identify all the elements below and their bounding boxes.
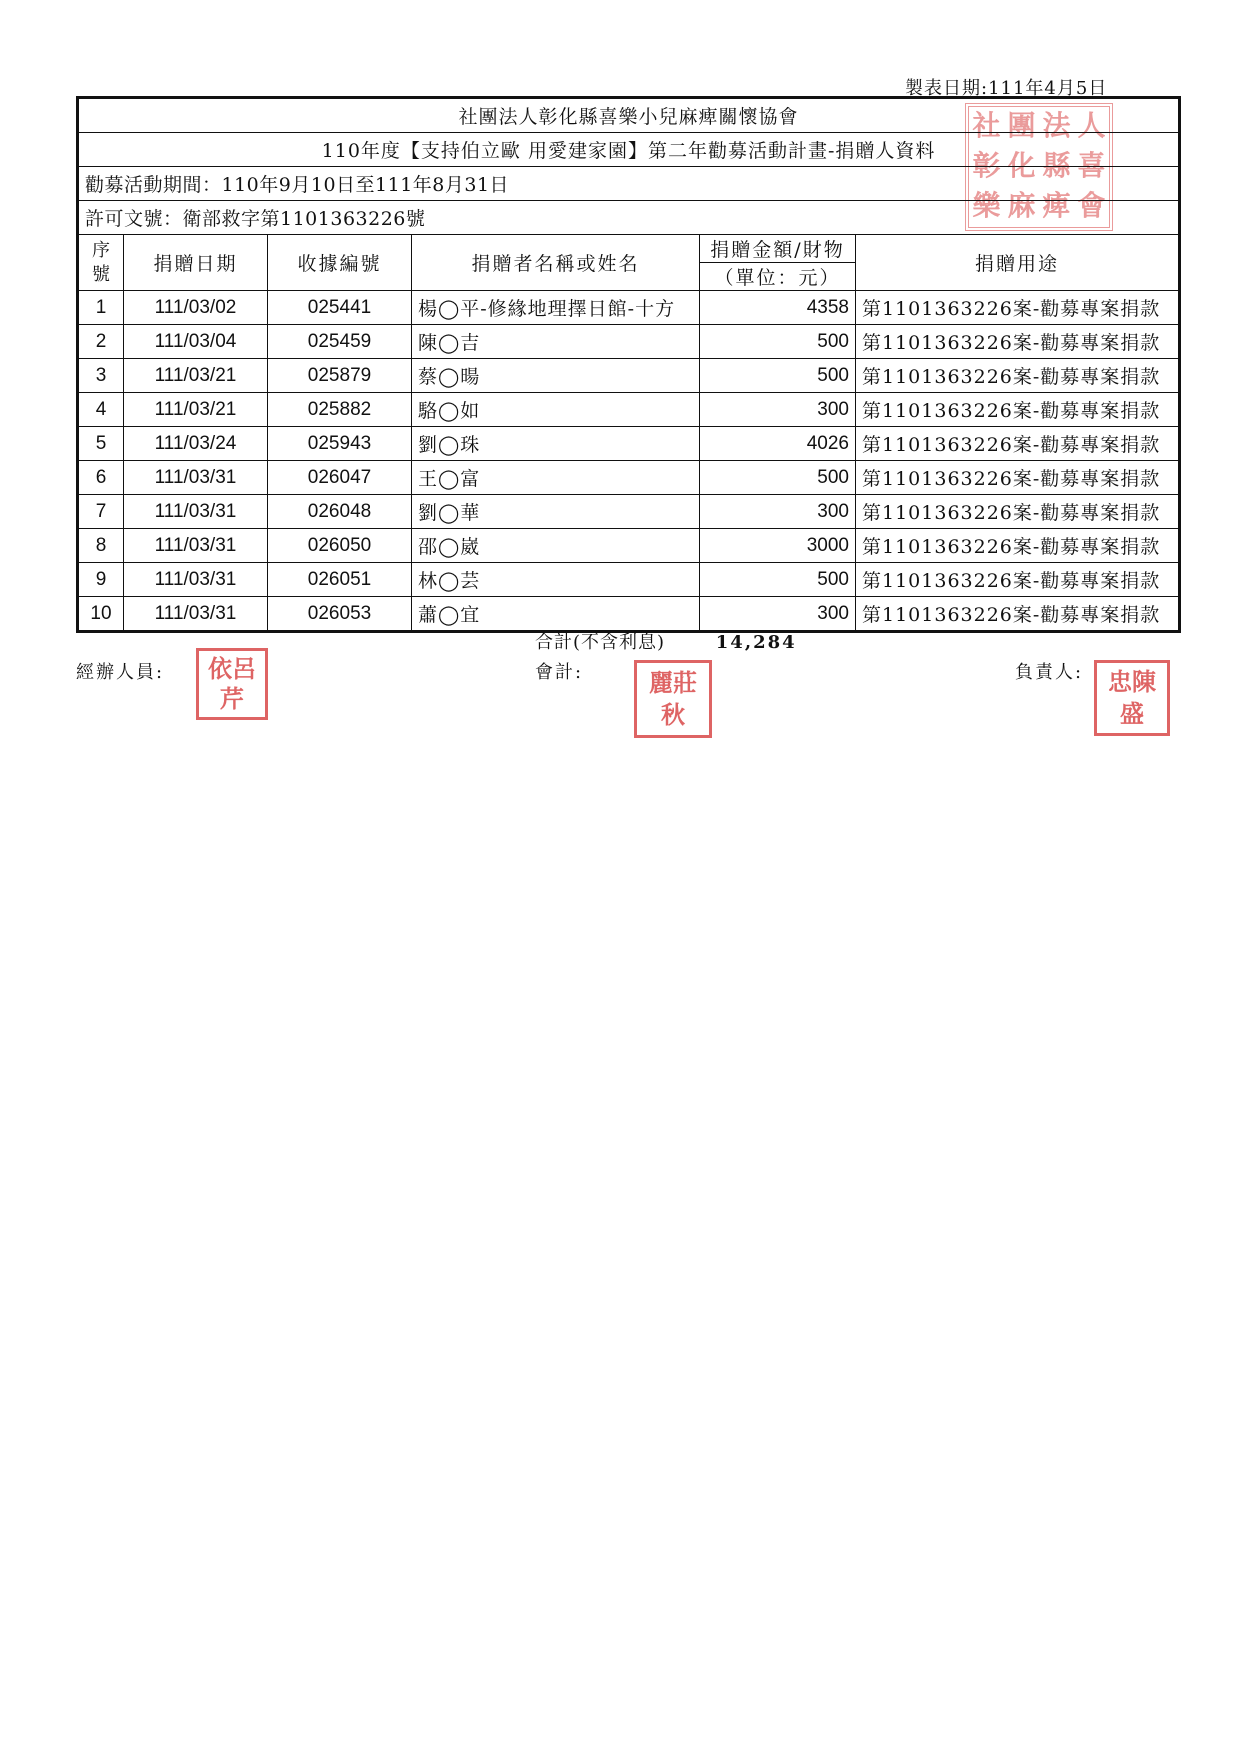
plan-title: 110年度【支持伯立歐 用愛建家園】第二年勸募活動計畫-捐贈人資料 xyxy=(78,133,1180,167)
cell-amount: 3000 xyxy=(700,529,856,563)
cell-receipt: 025943 xyxy=(268,427,412,461)
cell-seq: 5 xyxy=(78,427,124,461)
cell-purpose: 第1101363226案-勸募專案捐款 xyxy=(856,359,1180,393)
cell-receipt: 025879 xyxy=(268,359,412,393)
cell-seq: 9 xyxy=(78,563,124,597)
table-row xyxy=(78,291,1180,325)
cell-receipt: 025459 xyxy=(268,325,412,359)
col-header-amount-unit: （單位：元） xyxy=(700,263,856,291)
cell-purpose: 第1101363226案-勸募專案捐款 xyxy=(856,597,1180,632)
cell-purpose: 第1101363226案-勸募專案捐款 xyxy=(856,563,1180,597)
table-row xyxy=(78,427,1180,461)
responsible-stamp: 忠陳 盛 xyxy=(1094,660,1170,736)
cell-date: 111/03/02 xyxy=(124,291,268,325)
cell-date: 111/03/21 xyxy=(124,359,268,393)
cell-seq: 1 xyxy=(78,291,124,325)
cell-date: 111/03/04 xyxy=(124,325,268,359)
cell-donor-name: 蕭◯宜 xyxy=(412,597,700,632)
made-date: 製表日期:111年4月5日 xyxy=(905,78,1108,99)
cell-amount: 500 xyxy=(700,563,856,597)
donor-table xyxy=(76,96,1181,633)
cell-receipt: 025441 xyxy=(268,291,412,325)
cell-purpose: 第1101363226案-勸募專案捐款 xyxy=(856,291,1180,325)
cell-date: 111/03/31 xyxy=(124,597,268,632)
cell-amount: 4358 xyxy=(700,291,856,325)
cell-seq: 2 xyxy=(78,325,124,359)
total-label: 合計(不含利息) xyxy=(535,632,666,653)
cell-date: 111/03/24 xyxy=(124,427,268,461)
cell-amount: 500 xyxy=(700,325,856,359)
col-header-seq xyxy=(78,235,124,291)
cell-amount: 500 xyxy=(700,359,856,393)
cell-donor-name: 陳◯吉 xyxy=(412,325,700,359)
total-line xyxy=(535,628,797,654)
cell-seq: 6 xyxy=(78,461,124,495)
cell-date: 111/03/21 xyxy=(124,393,268,427)
cell-purpose: 第1101363226案-勸募專案捐款 xyxy=(856,529,1180,563)
table-row xyxy=(78,563,1180,597)
cell-amount: 500 xyxy=(700,461,856,495)
cell-purpose: 第1101363226案-勸募專案捐款 xyxy=(856,495,1180,529)
permit-number: 許可文號：衛部救字第1101363226號 xyxy=(78,201,1180,235)
table-row xyxy=(78,359,1180,393)
cell-seq: 4 xyxy=(78,393,124,427)
cell-seq: 8 xyxy=(78,529,124,563)
cell-purpose: 第1101363226案-勸募專案捐款 xyxy=(856,325,1180,359)
col-header-name: 捐贈者名稱或姓名 xyxy=(412,235,700,291)
cell-donor-name: 劉◯珠 xyxy=(412,427,700,461)
fundraising-period: 勸募活動期間：110年9月10日至111年8月31日 xyxy=(78,167,1180,201)
col-header-purpose: 捐贈用途 xyxy=(856,235,1180,291)
table-row xyxy=(78,461,1180,495)
cell-purpose: 第1101363226案-勸募專案捐款 xyxy=(856,427,1180,461)
cell-seq: 10 xyxy=(78,597,124,632)
accountant-label: 會計: xyxy=(535,662,584,683)
cell-receipt: 026051 xyxy=(268,563,412,597)
col-header-receipt: 收據編號 xyxy=(268,235,412,291)
cell-receipt: 025882 xyxy=(268,393,412,427)
cell-seq: 7 xyxy=(78,495,124,529)
table-row xyxy=(78,597,1180,632)
col-header-amount: 捐贈金額/財物 xyxy=(700,235,856,263)
table-row xyxy=(78,325,1180,359)
cell-donor-name: 劉◯華 xyxy=(412,495,700,529)
cell-receipt: 026048 xyxy=(268,495,412,529)
organization-seal: 社 團 法 人 彰 化 縣 喜 樂 麻 痺 會 xyxy=(965,103,1113,231)
cell-date: 111/03/31 xyxy=(124,461,268,495)
cell-purpose: 第1101363226案-勸募專案捐款 xyxy=(856,461,1180,495)
cell-date: 111/03/31 xyxy=(124,529,268,563)
cell-receipt: 026047 xyxy=(268,461,412,495)
cell-donor-name: 邵◯崴 xyxy=(412,529,700,563)
cell-donor-name: 王◯富 xyxy=(412,461,700,495)
cell-amount: 300 xyxy=(700,393,856,427)
cell-date: 111/03/31 xyxy=(124,563,268,597)
col-header-date: 捐贈日期 xyxy=(124,235,268,291)
org-name: 社團法人彰化縣喜樂小兒麻痺關懷協會 xyxy=(78,98,1180,133)
cell-purpose: 第1101363226案-勸募專案捐款 xyxy=(856,393,1180,427)
cell-donor-name: 林◯芸 xyxy=(412,563,700,597)
table-row xyxy=(78,529,1180,563)
cell-donor-name: 蔡◯暘 xyxy=(412,359,700,393)
cell-donor-name: 駱◯如 xyxy=(412,393,700,427)
cell-amount: 300 xyxy=(700,597,856,632)
col-header-seq-label: 序號 xyxy=(92,239,110,285)
cell-receipt: 026050 xyxy=(268,529,412,563)
table-row xyxy=(78,495,1180,529)
handler-label: 經辦人員: xyxy=(76,662,165,683)
cell-amount: 4026 xyxy=(700,427,856,461)
accountant-stamp: 麗莊 秋 xyxy=(634,660,712,738)
cell-donor-name: 楊◯平-修緣地理擇日館-十方 xyxy=(412,291,700,325)
cell-amount: 300 xyxy=(700,495,856,529)
handler-stamp: 依呂 芹 xyxy=(196,648,268,720)
cell-seq: 3 xyxy=(78,359,124,393)
table-row xyxy=(78,393,1180,427)
total-value: 14,284 xyxy=(715,632,797,653)
cell-receipt: 026053 xyxy=(268,597,412,632)
responsible-label: 負責人: xyxy=(1015,662,1084,683)
cell-date: 111/03/31 xyxy=(124,495,268,529)
